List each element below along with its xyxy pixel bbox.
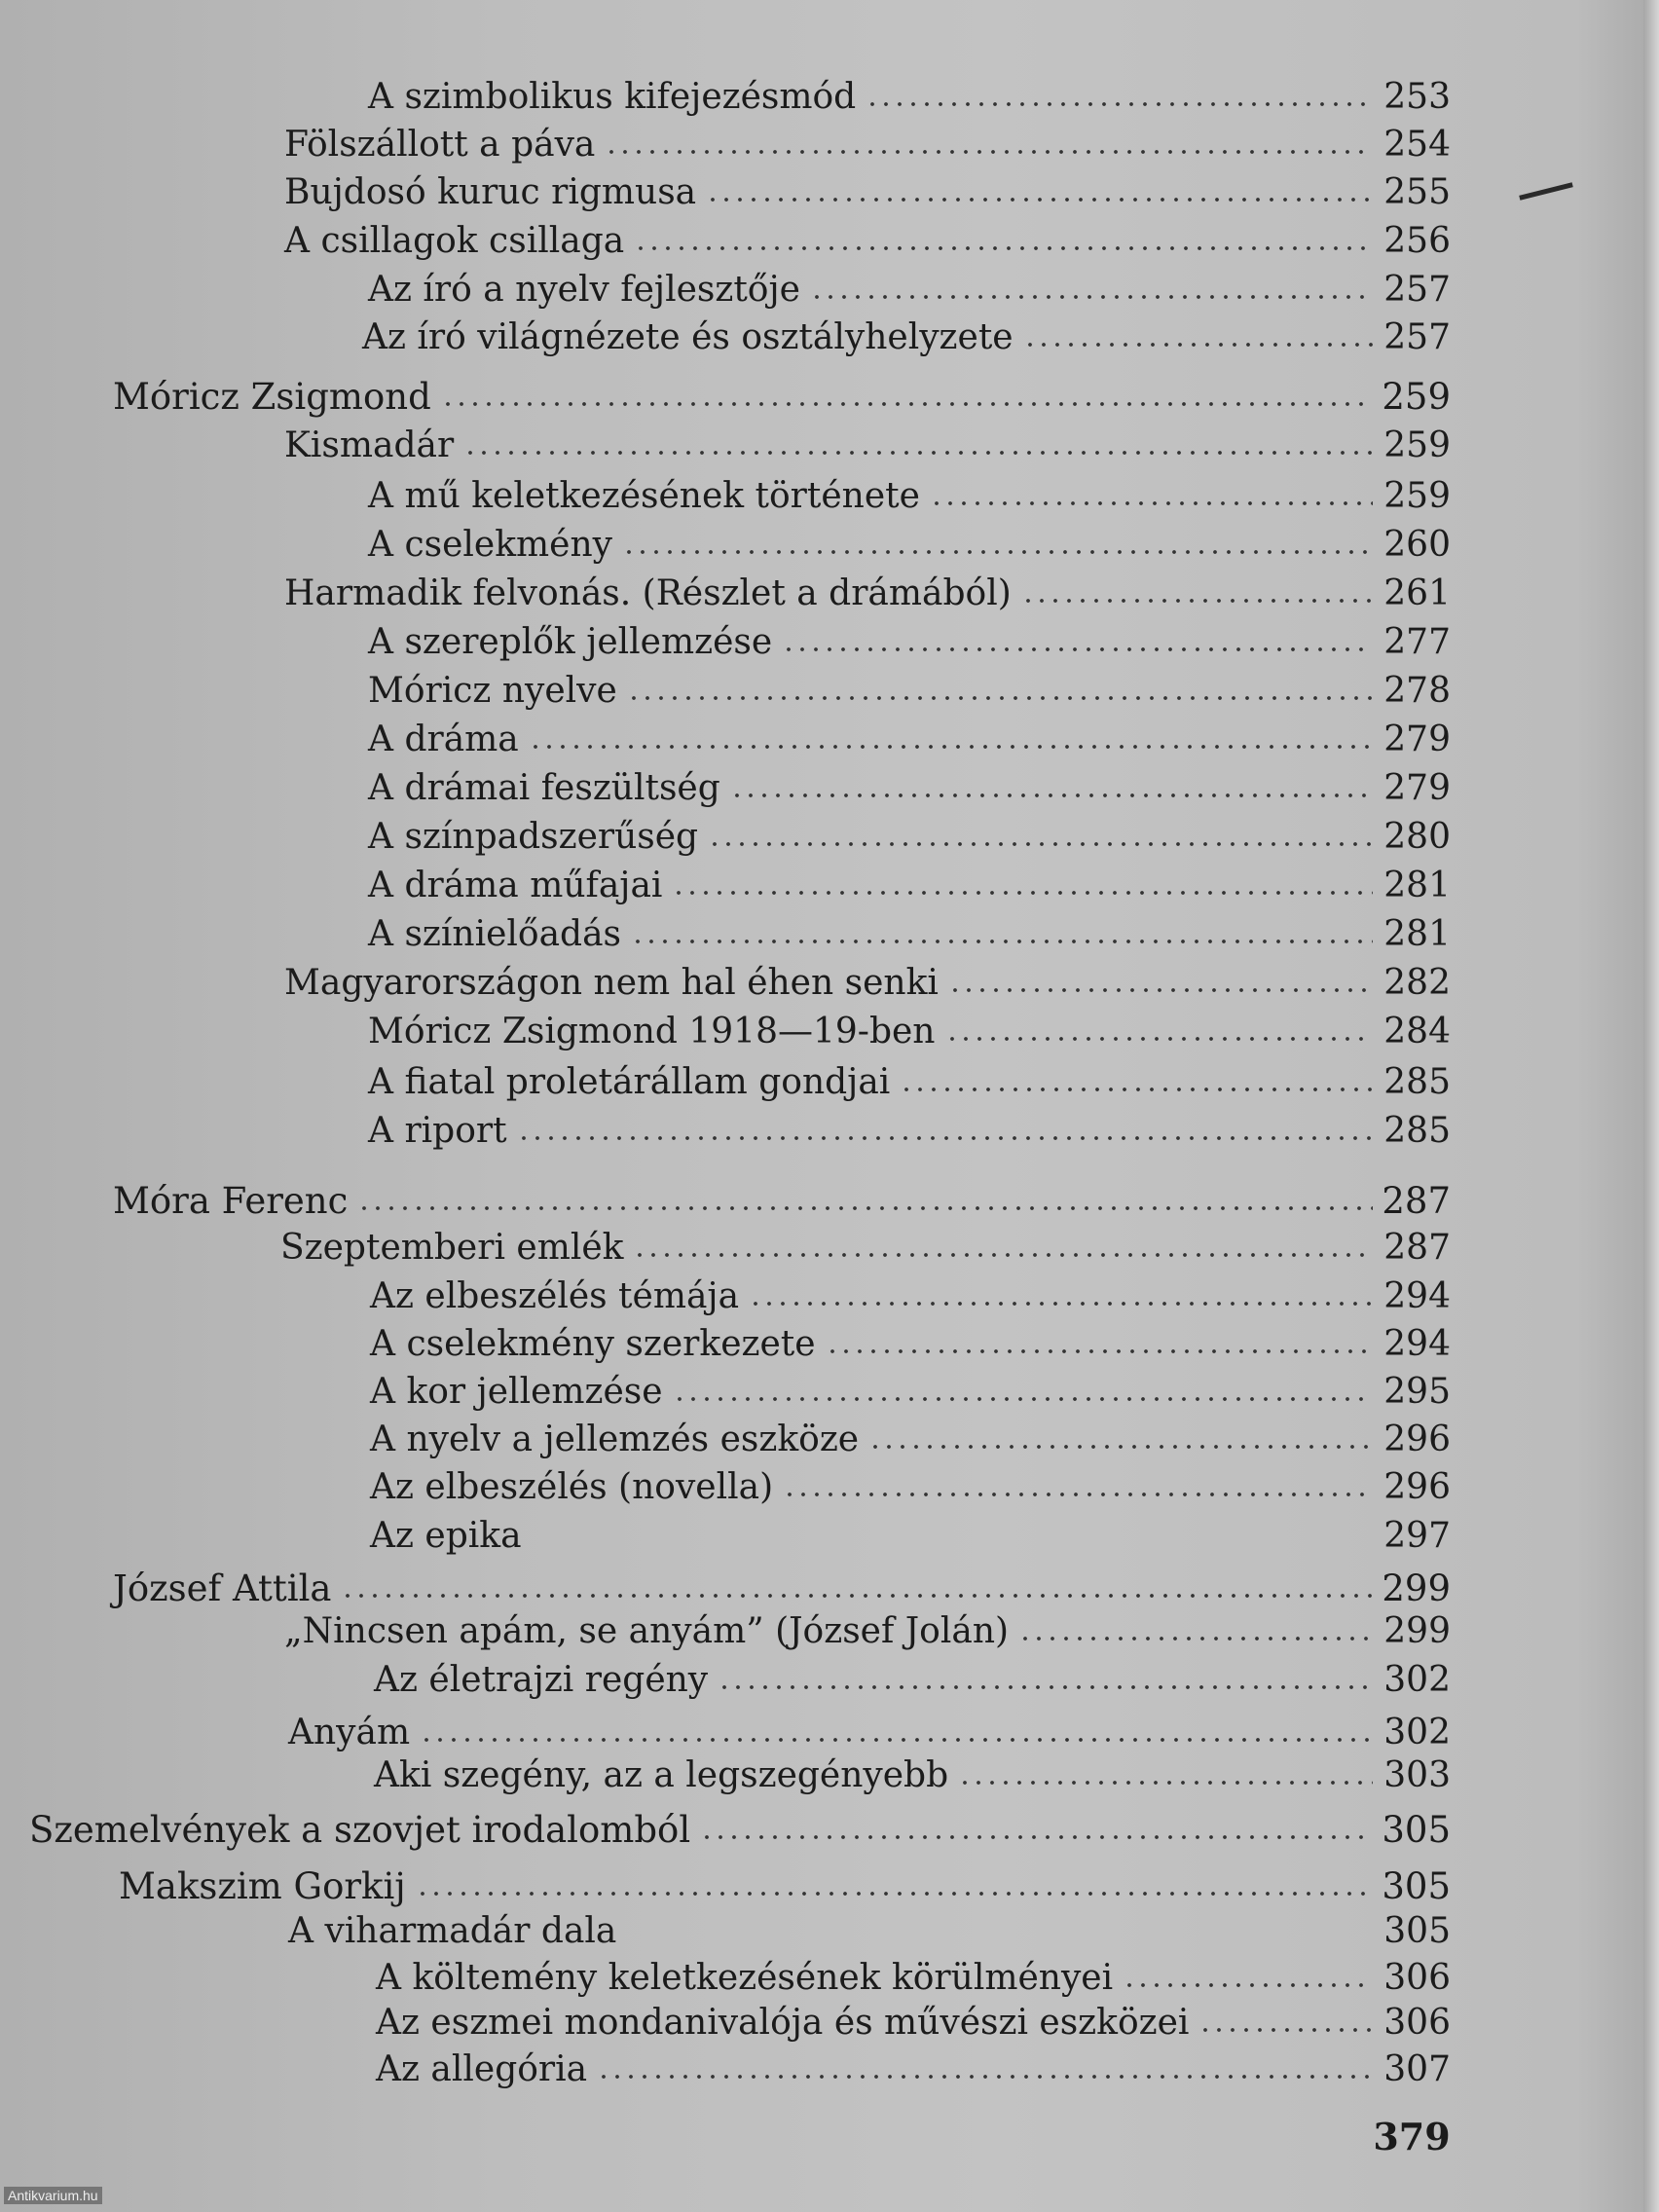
toc-entry-page: 295 xyxy=(1383,1372,1451,1412)
toc-entry-page: 281 xyxy=(1383,866,1451,905)
toc-entry-page: 278 xyxy=(1383,671,1451,711)
toc-entry-title: Az elbeszélés témája xyxy=(370,1276,740,1316)
dot-leader xyxy=(708,840,1373,848)
toc-entry-page: 259 xyxy=(1382,376,1451,418)
dot-leader xyxy=(749,1300,1373,1308)
toc-entry-page: 306 xyxy=(1383,2003,1451,2043)
toc-section-title: Móra Ferenc xyxy=(113,1180,349,1222)
dot-leader xyxy=(357,1204,1373,1212)
toc-entry-title: A mű keletkezésének története xyxy=(368,476,920,516)
toc-entry-title: A fiatal proletárállam gondjai xyxy=(368,1062,891,1102)
toc-entry-title: A viharmadár dala xyxy=(288,1911,617,1951)
toc-section xyxy=(113,374,1451,421)
dot-leader xyxy=(706,196,1373,203)
toc-entry-title: A költemény keletkezésének körülményei xyxy=(376,1958,1114,1998)
toc-entry-page: 277 xyxy=(1383,622,1451,662)
toc-entry-title: Az író a nyelv fejlesztője xyxy=(368,270,800,310)
toc-entry xyxy=(370,1369,1451,1416)
toc-entry xyxy=(368,522,1451,569)
toc-entry xyxy=(368,267,1451,313)
toc-entry-page: 282 xyxy=(1383,963,1451,1003)
dot-leader xyxy=(700,1833,1373,1841)
toc-entry-page: 305 xyxy=(1382,1809,1451,1851)
toc-entry xyxy=(284,571,1451,617)
toc-entry-page: 296 xyxy=(1383,1467,1451,1507)
toc-entry-title: Az életrajzi regény xyxy=(374,1660,709,1700)
toc-entry-page: 261 xyxy=(1383,573,1451,613)
dot-leader xyxy=(900,1086,1373,1093)
toc-entry xyxy=(368,473,1451,520)
toc-entry xyxy=(370,1321,1451,1368)
toc-entry xyxy=(368,1059,1451,1106)
dot-leader xyxy=(441,400,1373,408)
toc-entry-page: 257 xyxy=(1383,317,1451,357)
toc-entry-page: 285 xyxy=(1383,1062,1451,1102)
toc-entry-title: Az epika xyxy=(370,1516,522,1556)
dot-leader xyxy=(463,449,1373,457)
toc-entry-page: 299 xyxy=(1383,1611,1451,1651)
toc-entry-page: 287 xyxy=(1383,1228,1451,1268)
toc-entry-page: 259 xyxy=(1383,425,1451,465)
toc-entry-title: Magyarországon nem hal éhen senki xyxy=(284,963,939,1003)
toc-entry-page: 279 xyxy=(1383,719,1451,759)
dot-leader xyxy=(517,1134,1373,1142)
toc-entry-page: 280 xyxy=(1383,817,1451,857)
toc-entry xyxy=(368,814,1451,861)
dot-leader xyxy=(529,743,1373,751)
toc-entry xyxy=(368,619,1451,666)
toc-entry-title: Az eszmei mondanivalója és művészi eszközei xyxy=(376,2003,1190,2043)
toc-entry-title: A szimbolikus kifejezésmód xyxy=(368,77,857,117)
dot-leader xyxy=(605,148,1373,156)
dot-leader xyxy=(1018,1635,1373,1642)
dot-leader xyxy=(633,1251,1373,1259)
toc-entry-title: Az író világnézete és osztályhelyzete xyxy=(362,317,1014,357)
dot-leader xyxy=(810,293,1373,301)
dot-leader xyxy=(634,244,1373,252)
toc-part xyxy=(29,1807,1451,1854)
toc-entry xyxy=(370,1417,1451,1463)
toc-entry-title: Kismadár xyxy=(284,425,455,465)
toc-entry xyxy=(284,122,1451,168)
dot-leader xyxy=(730,792,1373,799)
toc-entry-title: A riport xyxy=(368,1111,507,1151)
dot-leader xyxy=(1021,597,1373,605)
toc-entry-page: 302 xyxy=(1383,1660,1451,1700)
dot-leader xyxy=(627,694,1373,702)
toc-entry xyxy=(284,1608,1451,1655)
dot-leader xyxy=(866,100,1373,108)
toc-entry-page: 294 xyxy=(1383,1276,1451,1316)
toc-entry-page: 254 xyxy=(1383,125,1451,165)
toc-section-title: Makszim Gorkij xyxy=(119,1865,406,1907)
toc-entry xyxy=(284,423,1451,469)
toc-part-title: Szemelvények a szovjet irodalomból xyxy=(29,1809,691,1851)
toc-section-title: József Attila xyxy=(113,1567,332,1609)
toc-entry-title: A cselekmény szerkezete xyxy=(370,1324,816,1364)
toc-entry xyxy=(370,1273,1451,1320)
toc-entry-page: 253 xyxy=(1383,77,1451,117)
toc-entry-title: A színielőadás xyxy=(368,914,622,954)
toc-entry xyxy=(374,1657,1451,1704)
toc-entry xyxy=(368,74,1451,121)
dot-leader xyxy=(622,548,1373,556)
dot-leader xyxy=(673,1395,1373,1403)
toc-entry xyxy=(368,863,1451,909)
toc-entry xyxy=(284,169,1451,216)
toc-entry-title: A szereplők jellemzése xyxy=(368,622,773,662)
toc-entry-title: Móricz nyelve xyxy=(368,671,617,711)
toc-entry xyxy=(368,911,1451,958)
toc-entry-title: Aki szegény, az a legszegényebb xyxy=(374,1755,949,1795)
dot-leader xyxy=(945,1035,1374,1043)
toc-section-title: Móricz Zsigmond xyxy=(113,376,431,418)
toc-entry xyxy=(370,1513,1451,1560)
toc-entry xyxy=(376,1955,1451,2002)
toc-entry xyxy=(368,668,1451,715)
toc-entry-title: A színpadszerűség xyxy=(368,817,699,857)
dot-leader xyxy=(416,1890,1373,1898)
dot-leader xyxy=(420,1736,1373,1744)
toc-entry-title: Az allegória xyxy=(376,2049,588,2089)
toc-entry-page: 257 xyxy=(1383,270,1451,310)
toc-entry-title: Móricz Zsigmond 1918—19-ben xyxy=(368,1012,936,1051)
toc-entry-title: A drámai feszültség xyxy=(368,768,720,808)
toc-entry-title: Az elbeszélés (novella) xyxy=(370,1467,774,1507)
dot-leader xyxy=(631,938,1373,945)
dot-leader xyxy=(868,1443,1373,1451)
toc-entry-page: 302 xyxy=(1383,1713,1451,1752)
toc-entry xyxy=(288,1908,1451,1955)
toc-entry-page: 303 xyxy=(1383,1755,1451,1795)
toc-entry-page: 259 xyxy=(1383,476,1451,516)
dot-leader xyxy=(341,1592,1373,1600)
toc-section xyxy=(113,1566,1451,1612)
toc-entry-page: 307 xyxy=(1383,2049,1451,2089)
toc-entry xyxy=(368,717,1451,763)
toc-entry-page: 284 xyxy=(1383,1012,1451,1051)
toc-entry-title: „Nincsen apám, se anyám” (József Jolán) xyxy=(284,1611,1010,1651)
toc-entry-page: 256 xyxy=(1383,221,1451,261)
toc-entry-title: Anyám xyxy=(288,1713,411,1752)
toc-entry xyxy=(374,1752,1451,1799)
toc-entry-title: Harmadik felvonás. (Részlet a drámából) xyxy=(284,573,1012,613)
toc-entry xyxy=(376,2000,1451,2046)
page-edge xyxy=(1643,0,1659,2212)
toc-entry-title: A dráma xyxy=(368,719,519,759)
toc-entry-title: A csillagok csillaga xyxy=(284,221,625,261)
watermark: Antikvarium.hu xyxy=(4,2187,102,2204)
toc-entry xyxy=(284,960,1451,1007)
toc-entry xyxy=(368,1009,1451,1055)
toc-section xyxy=(113,1178,1451,1225)
dot-leader xyxy=(597,2073,1373,2081)
toc-entry-page: 285 xyxy=(1383,1111,1451,1151)
toc-entry-page: 287 xyxy=(1382,1180,1451,1222)
toc-entry-page: 305 xyxy=(1383,1911,1451,1951)
dot-leader xyxy=(948,986,1373,994)
dot-leader xyxy=(1023,341,1373,349)
toc-entry xyxy=(288,1710,1451,1756)
toc-entry-page: 260 xyxy=(1383,525,1451,565)
toc-entry-page: 255 xyxy=(1383,172,1451,212)
toc-entry-title: A cselekmény xyxy=(368,525,612,565)
dot-leader xyxy=(826,1347,1373,1355)
toc-entry-page: 297 xyxy=(1383,1516,1451,1556)
dot-leader xyxy=(672,889,1373,897)
toc-entry-title: Bujdosó kuruc rigmusa xyxy=(284,172,697,212)
toc-entry xyxy=(368,1108,1451,1155)
toc-entry xyxy=(280,1225,1451,1272)
toc-entry-page: 299 xyxy=(1382,1567,1451,1609)
dot-leader xyxy=(958,1779,1373,1787)
toc-entry xyxy=(362,314,1451,361)
dot-leader xyxy=(1198,2026,1373,2034)
dot-leader xyxy=(1123,1981,1373,1989)
toc-entry xyxy=(376,2046,1451,2093)
toc-section xyxy=(119,1863,1451,1910)
toc-entry xyxy=(368,765,1451,812)
toc-entry-page: 279 xyxy=(1383,768,1451,808)
toc-entry-page: 306 xyxy=(1383,1958,1451,1998)
toc-entry-page: 294 xyxy=(1383,1324,1451,1364)
toc-entry-page: 296 xyxy=(1383,1419,1451,1459)
dot-leader xyxy=(782,645,1373,653)
toc-entry-title: A dráma műfajai xyxy=(368,866,663,905)
toc-entry-page: 305 xyxy=(1382,1865,1451,1907)
toc-entry xyxy=(284,218,1451,265)
dot-leader xyxy=(718,1683,1373,1691)
dot-leader xyxy=(783,1491,1373,1498)
toc-entry-title: A kor jellemzése xyxy=(370,1372,663,1412)
dot-leader xyxy=(930,499,1373,507)
toc-entry-title: Szeptemberi emlék xyxy=(280,1228,624,1268)
toc-entry xyxy=(370,1464,1451,1511)
toc-entry-page: 281 xyxy=(1383,914,1451,954)
page-number: 379 xyxy=(1373,2115,1451,2158)
toc-entry-title: Fölszállott a páva xyxy=(284,125,596,165)
toc-entry-title: A nyelv a jellemzés eszköze xyxy=(370,1419,860,1459)
